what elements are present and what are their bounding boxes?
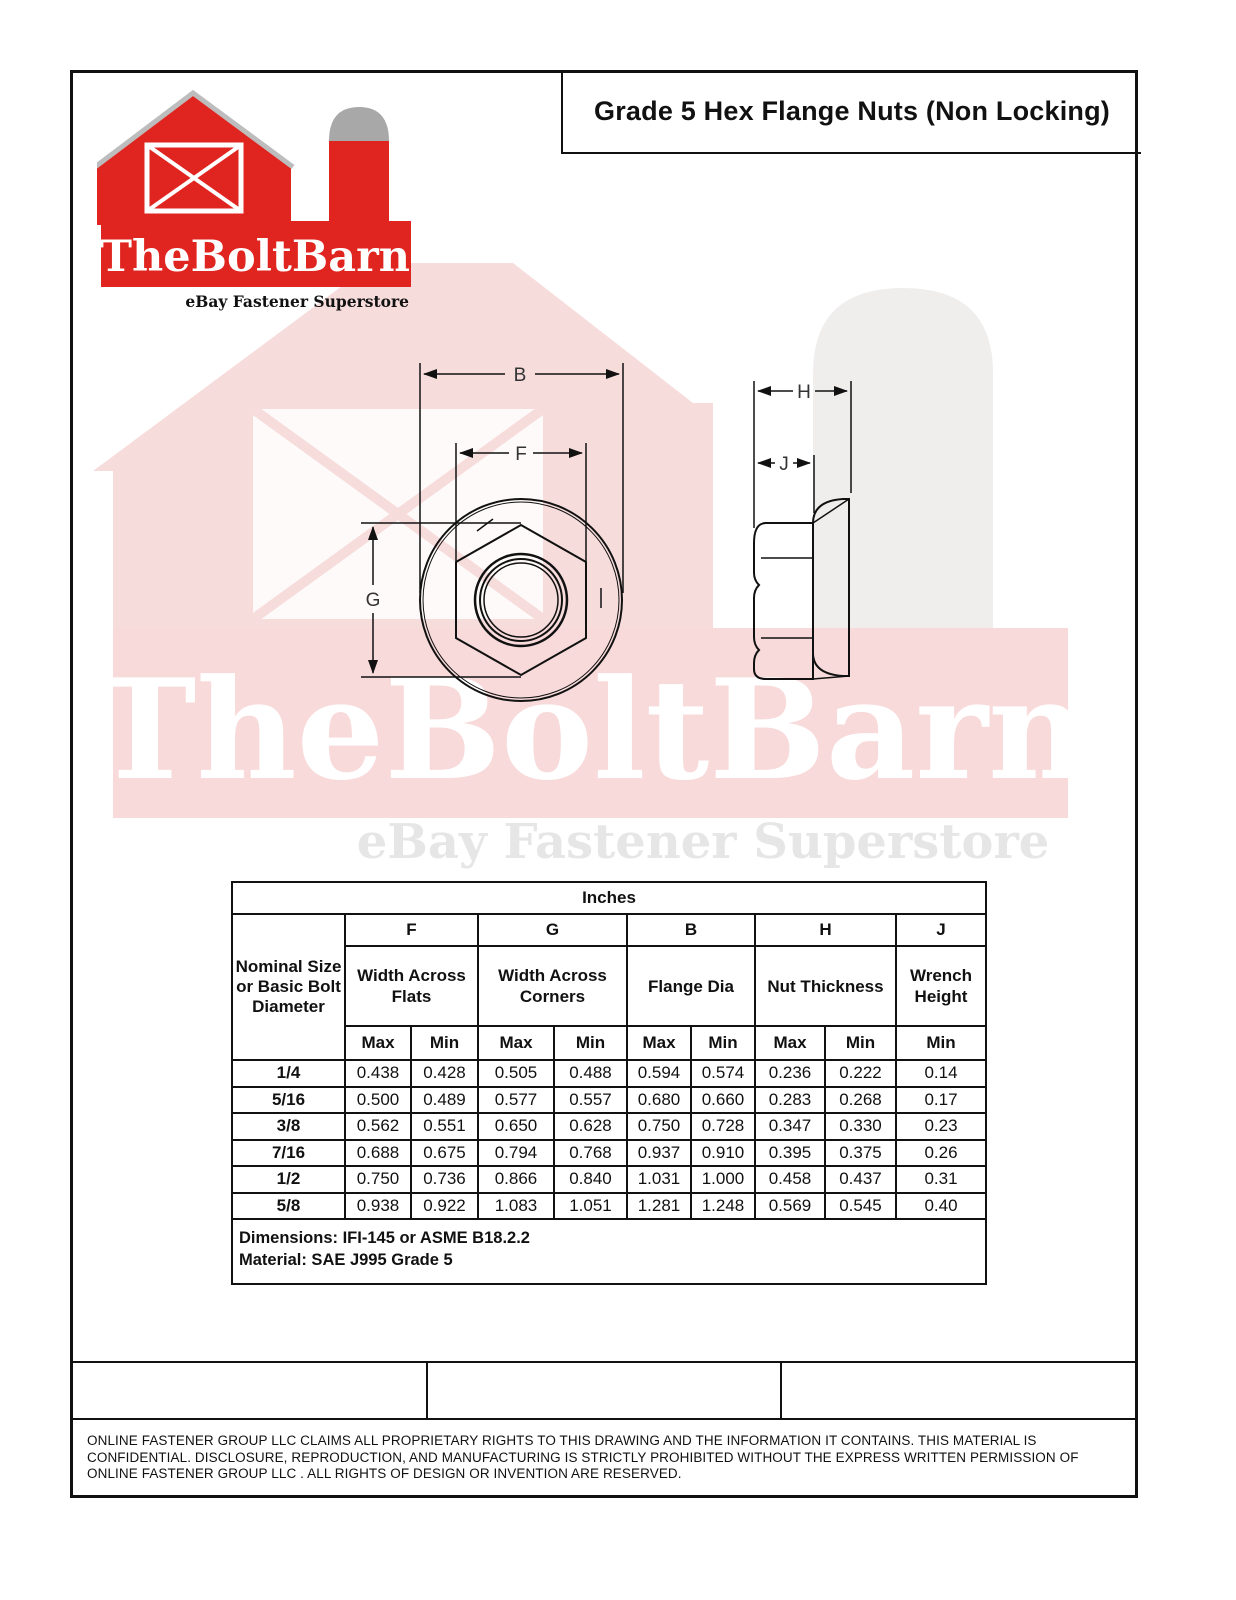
logo-brand-text: TheBoltBarn [100,232,410,282]
spec-table [233,883,985,1220]
sub-header-j-min: Min [896,1026,985,1060]
value-cell: 0.562 [345,1113,411,1140]
col-header-f: F [345,914,478,946]
watermark-tagline-text: eBay Fastener Superstore [356,814,1050,870]
unit-header: Inches [233,883,985,914]
spec-notes [233,1220,985,1271]
value-cell: 0.505 [478,1060,554,1087]
value-cell: 0.500 [345,1087,411,1114]
value-cell: 1.000 [691,1166,755,1193]
value-cell: 0.688 [345,1140,411,1167]
value-cell: 0.330 [825,1113,896,1140]
value-cell: 0.375 [825,1140,896,1167]
col-desc-g: Width Across Corners [478,946,627,1026]
value-cell: 1.051 [554,1193,627,1220]
value-cell: 1.083 [478,1193,554,1220]
value-cell: 0.40 [896,1193,985,1220]
value-cell: 0.750 [345,1166,411,1193]
value-cell: 0.23 [896,1113,985,1140]
col-header-j: J [896,914,985,946]
col-header-b: B [627,914,755,946]
dim-label-f: F [515,444,527,465]
size-cell: 1/2 [233,1166,345,1193]
value-cell: 0.283 [755,1087,825,1114]
nominal-size-header: Nominal Size or Basic Bolt Diameter [233,914,345,1060]
value-cell: 0.680 [627,1087,691,1114]
value-cell: 0.489 [411,1087,478,1114]
value-cell: 0.750 [627,1113,691,1140]
sub-header-f-max: Max [345,1026,411,1060]
value-cell: 0.557 [554,1087,627,1114]
page-title: Grade 5 Hex Flange Nuts (Non Locking) [594,95,1110,126]
sub-header-b-min: Min [691,1026,755,1060]
col-desc-b: Flange Dia [627,946,755,1026]
value-cell: 0.17 [896,1087,985,1114]
value-cell: 0.768 [554,1140,627,1167]
dim-label-b: B [513,365,527,386]
value-cell: 0.660 [691,1087,755,1114]
value-cell: 0.628 [554,1113,627,1140]
value-cell: 0.937 [627,1140,691,1167]
table-row [233,1060,985,1087]
dim-label-h: H [797,382,811,403]
title-block [73,1361,1135,1420]
value-cell: 0.794 [478,1140,554,1167]
legal-notice: ONLINE FASTENER GROUP LLC CLAIMS ALL PROPRIETARY RIGHTS TO THIS DRAWING AND THE INFORMATION IT CONTAINS. THIS MATERIAL IS CONFIDENTIAL. DISCLOSURE, REPRODUCTION, AND MANUFACTURING IS STRICTLY PROHIBITED WITHOUT THE EXPRESS WRITTEN PERMISSION OF ONLINE FASTENER GROUP LLC . ALL RIGHTS OF DESIGN OR INVENTION ARE RESERVED. [87,1433,1079,1481]
value-cell: 0.574 [691,1060,755,1087]
logo-tagline-text: eBay Fastener Superstore [185,292,409,311]
value-cell: 0.551 [411,1113,478,1140]
sub-header-h-min: Min [825,1026,896,1060]
value-cell: 0.650 [478,1113,554,1140]
value-cell: 0.437 [825,1166,896,1193]
value-cell: 0.577 [478,1087,554,1114]
value-cell: 0.569 [755,1193,825,1220]
title-block-cell [73,1363,428,1418]
sub-header-g-min: Min [554,1026,627,1060]
drawing-sheet [70,70,1138,1498]
col-header-h: H [755,914,896,946]
value-cell: 0.268 [825,1087,896,1114]
sub-header-f-min: Min [411,1026,478,1060]
col-header-g: G [478,914,627,946]
value-cell: 0.545 [825,1193,896,1220]
value-cell: 0.31 [896,1166,985,1193]
front-view [420,499,622,701]
spec-table-body [233,1060,985,1219]
note-dimensions: Dimensions: IFI-145 or ASME B18.2.2 [239,1229,530,1247]
table-row [233,1087,985,1114]
value-cell: 0.866 [478,1166,554,1193]
value-cell: 1.248 [691,1193,755,1220]
value-cell: 0.14 [896,1060,985,1087]
value-cell: 0.910 [691,1140,755,1167]
dim-label-g: G [365,590,381,611]
watermark-brand-text: TheBoltBarn [93,648,1089,811]
value-cell: 0.728 [691,1113,755,1140]
value-cell: 0.736 [411,1166,478,1193]
sub-header-g-max: Max [478,1026,554,1060]
spec-table-box [231,881,987,1285]
table-row [233,1113,985,1140]
value-cell: 1.031 [627,1166,691,1193]
value-cell: 0.395 [755,1140,825,1167]
value-cell: 0.438 [345,1060,411,1087]
size-cell: 5/16 [233,1087,345,1114]
value-cell: 0.675 [411,1140,478,1167]
col-desc-j: Wrench Height [896,946,985,1026]
side-view [754,499,849,679]
title-block-cell [428,1363,783,1418]
value-cell: 0.840 [554,1166,627,1193]
table-row [233,1193,985,1220]
size-cell: 1/4 [233,1060,345,1087]
value-cell: 0.222 [825,1060,896,1087]
value-cell: 0.236 [755,1060,825,1087]
value-cell: 0.488 [554,1060,627,1087]
value-cell: 0.347 [755,1113,825,1140]
value-cell: 0.428 [411,1060,478,1087]
value-cell: 1.281 [627,1193,691,1220]
sub-header-b-max: Max [627,1026,691,1060]
table-row [233,1140,985,1167]
dim-label-j: J [779,454,789,475]
value-cell: 0.938 [345,1193,411,1220]
size-cell: 5/8 [233,1193,345,1220]
col-desc-h: Nut Thickness [755,946,896,1026]
note-material: Material: SAE J995 Grade 5 [239,1251,453,1269]
sub-header-h-max: Max [755,1026,825,1060]
nut-drawing [73,73,1135,873]
table-row [233,1166,985,1193]
value-cell: 0.458 [755,1166,825,1193]
title-block-cell [782,1363,1135,1418]
value-cell: 0.594 [627,1060,691,1087]
size-cell: 7/16 [233,1140,345,1167]
value-cell: 0.922 [411,1193,478,1220]
size-cell: 3/8 [233,1113,345,1140]
value-cell: 0.26 [896,1140,985,1167]
col-desc-f: Width Across Flats [345,946,478,1026]
